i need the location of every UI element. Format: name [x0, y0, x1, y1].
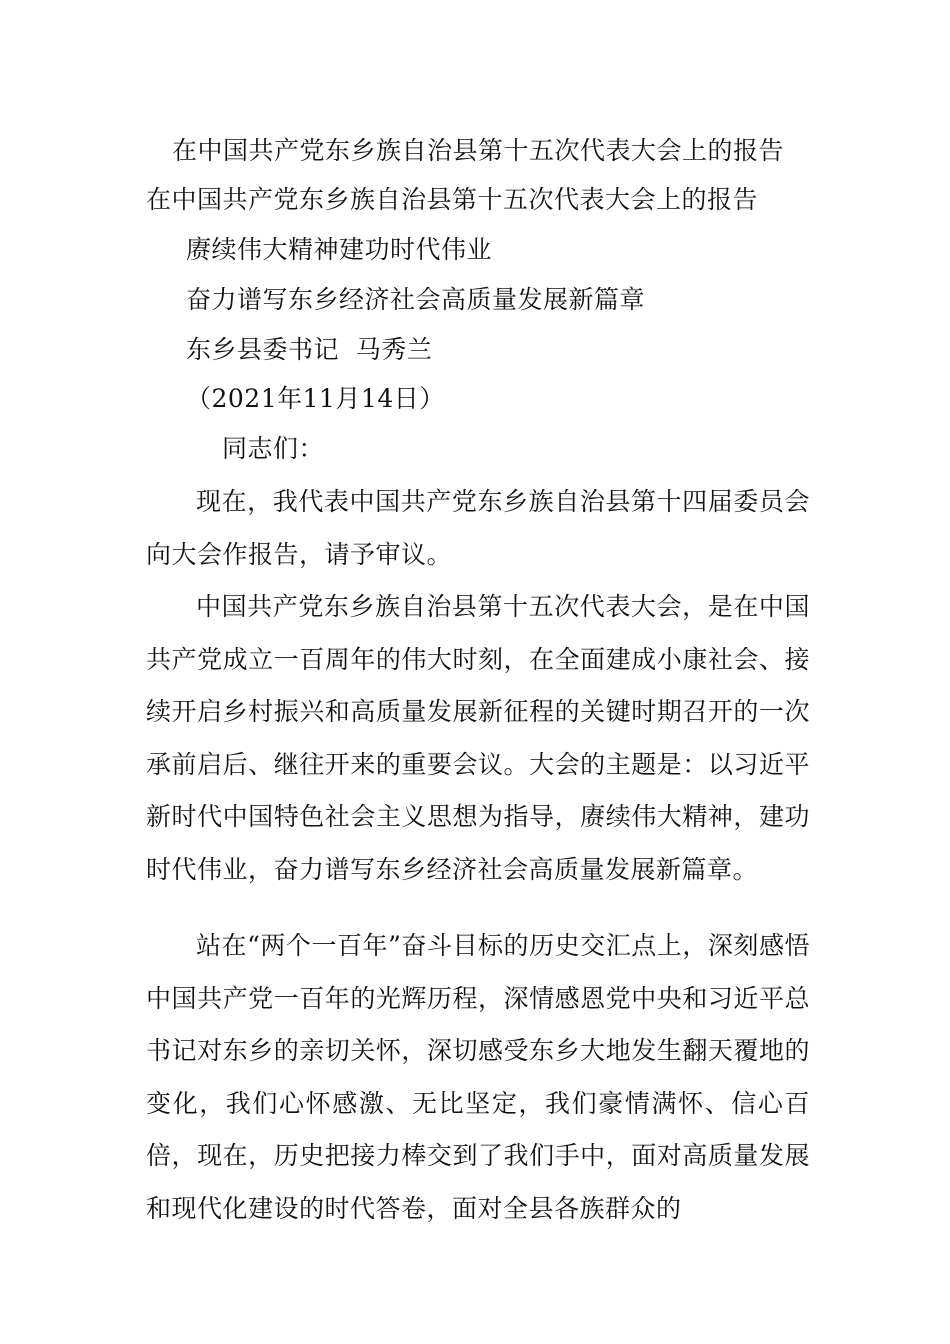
title-line-2: 在中国共产党东乡族自治县第十五次代表大会上的报告	[146, 185, 759, 214]
subtitle-line-1: 赓续伟大精神建功时代伟业	[186, 235, 493, 264]
paragraph-2: 中国共产党东乡族自治县第十五次代表大会，是在中国共产党成立一百周年的伟大时刻，在全面建成小康社会、接续开启乡村振兴和高质量发展新征程的关键时期召开的一次承前启后、继往开来的重要会议。大会的主题是：以习近平新时代中国特色社会主义思想为指导，赓续伟大精神，建功时代伟业，奋力谱写东乡经济社会高质量发展新篇章。	[146, 592, 810, 884]
title-line-1: 在中国共产党东乡族自治县第十五次代表大会上的报告	[172, 136, 785, 165]
salutation: 同志们：	[222, 434, 325, 463]
paragraph-3: 站在“两个一百年”奋斗目标的历史交汇点上，深刻感悟中国共产党一百年的光辉历程，深情感恩党中央和习近平总书记对东乡的亲切关怀，深切感受东乡大地发生翻天覆地的变化，我们心怀感激、无比坚定，我们豪情满怀、信心百倍，现在，历史把接力棒交到了我们手中，面对高质量发展和现代化建设的时代答卷，面对全县各族群众的	[146, 931, 810, 1223]
date-line: （2021年11月14日）	[186, 384, 445, 413]
author-line: 东乡县委书记 马秀兰	[186, 335, 433, 364]
subtitle-line-2: 奋力谱写东乡经济社会高质量发展新篇章	[186, 285, 646, 314]
paragraph-1: 现在，我代表中国共产党东乡族自治县第十四届委员会向大会作报告，请予审议。	[146, 487, 810, 569]
